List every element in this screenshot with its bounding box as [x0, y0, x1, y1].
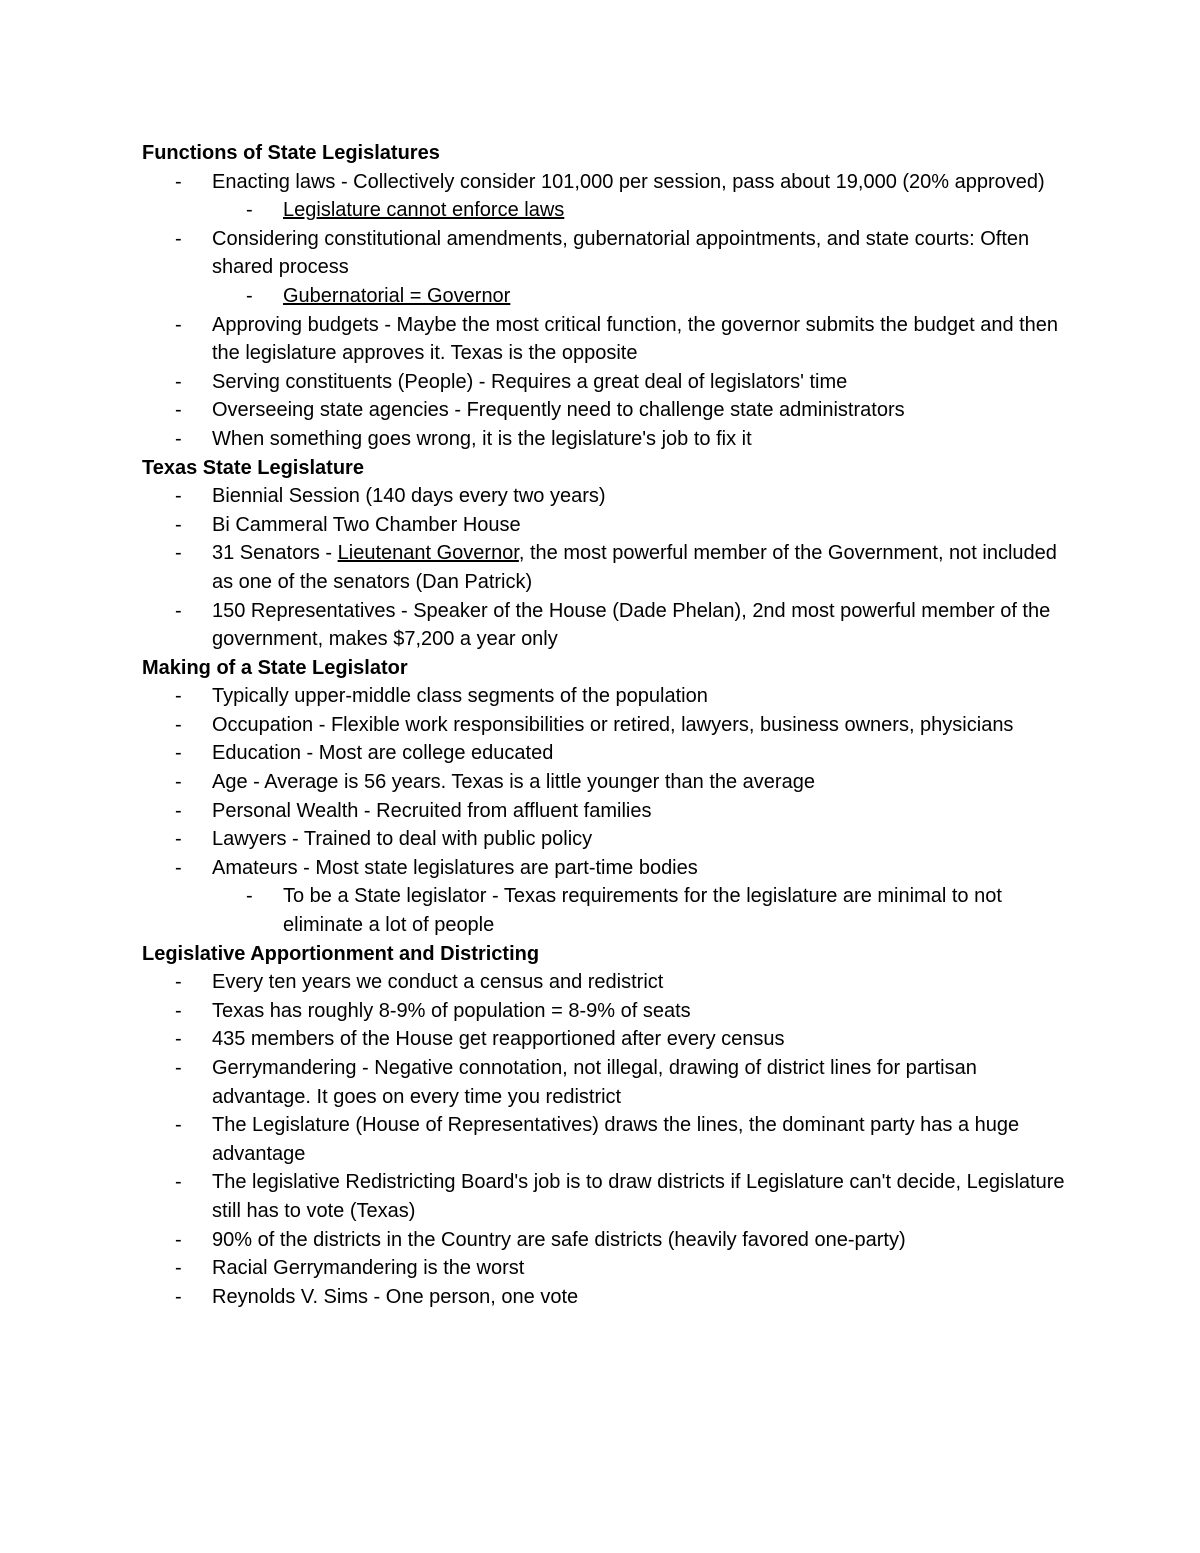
section-heading: Legislative Apportionment and Districting — [142, 942, 540, 965]
list-item — [142, 311, 1072, 368]
item-text: Biennial Session (140 days every two years) — [212, 485, 606, 508]
dash-marker: - — [175, 427, 182, 450]
dash-marker: - — [175, 999, 182, 1022]
item-text-post: , the most powerful member of the Government, not included as one of the senators (Dan Patrick) — [212, 542, 1057, 593]
list-item — [142, 1254, 1072, 1283]
item-text: 435 members of the House get reapportioned after every census — [212, 1028, 785, 1051]
item-text: Overseeing state agencies - Frequently need to challenge state administrators — [212, 399, 905, 422]
item-text-pre: 31 Senators - — [212, 542, 338, 565]
dash-marker: - — [175, 971, 182, 994]
dash-marker: - — [175, 542, 182, 565]
list-item — [142, 1054, 1072, 1111]
item-text: The legislative Redistricting Board's job is to draw districts if Legislature can't decide, Legislature still has to vote (Texas) — [212, 1171, 1065, 1222]
dash-marker: - — [175, 485, 182, 508]
item-text: Approving budgets - Maybe the most critical function, the governor submits the budget and then the legislature approves it. Texas is the opposite — [212, 313, 1059, 365]
dash-marker: - — [175, 856, 182, 879]
list-item — [142, 597, 1072, 654]
item-text: Texas has roughly 8-9% of population = 8-9% of seats — [212, 999, 691, 1022]
dash-marker: - — [175, 1257, 182, 1280]
list-item — [142, 396, 1072, 425]
bullet-list — [142, 168, 1072, 454]
sub-item-text: To be a State legislator - Texas requirements for the legislature are minimal to not eliminate a lot of people — [283, 885, 1002, 937]
item-text: Personal Wealth - Recruited from affluent families — [212, 799, 652, 822]
sub-list-item — [142, 282, 1072, 311]
sub-list-item — [142, 196, 1072, 225]
list-item — [142, 539, 1072, 596]
item-text: Lawyers - Trained to deal with public policy — [212, 828, 593, 851]
list-item — [142, 368, 1072, 397]
list-item — [142, 797, 1072, 826]
dash-marker: - — [175, 227, 182, 250]
item-text: Typically upper-middle class segments of the population — [212, 685, 708, 708]
item-text: Gerrymandering - Negative connotation, not illegal, drawing of district lines for partisan advantage. It goes on every time you redistrict — [212, 1057, 977, 1108]
list-item — [142, 1025, 1072, 1054]
item-text: 90% of the districts in the Country are safe districts (heavily favored one-party) — [212, 1228, 906, 1251]
list-item — [142, 768, 1072, 797]
list-item — [142, 711, 1072, 740]
list-item — [142, 1168, 1072, 1225]
dash-marker: - — [246, 284, 253, 307]
dash-marker: - — [175, 399, 182, 422]
document-body — [142, 139, 1072, 1311]
list-item — [142, 225, 1072, 282]
dash-marker: - — [175, 1285, 182, 1308]
dash-marker: - — [175, 1114, 182, 1137]
bullet-list — [142, 482, 1072, 654]
list-item — [142, 997, 1072, 1026]
item-text: Serving constituents (People) - Requires a great deal of legislators' time — [212, 370, 848, 393]
list-item — [142, 1283, 1072, 1312]
dash-marker: - — [175, 370, 182, 393]
dash-marker: - — [175, 713, 182, 736]
item-text: Occupation - Flexible work responsibilities or retired, lawyers, business owners, physicians — [212, 713, 1014, 736]
bullet-list — [142, 682, 1072, 939]
dash-marker: - — [246, 199, 253, 222]
dash-marker: - — [175, 313, 182, 336]
dash-marker: - — [175, 1028, 182, 1051]
dash-marker: - — [175, 828, 182, 851]
dash-marker: - — [175, 170, 182, 193]
dash-marker: - — [175, 1057, 182, 1079]
dash-marker: - — [175, 799, 182, 822]
list-item — [142, 1111, 1072, 1168]
dash-marker: - — [246, 885, 253, 908]
dash-marker: - — [175, 1228, 182, 1251]
section-heading: Functions of State Legislatures — [142, 142, 440, 164]
list-item — [142, 739, 1072, 768]
item-text: When something goes wrong, it is the legislature's job to fix it — [212, 427, 752, 450]
item-text: Enacting laws - Collectively consider 101,000 per session, pass about 19,000 (20% approved) — [212, 170, 1045, 193]
sub-item-text: Gubernatorial = Governor — [283, 284, 511, 307]
list-item — [142, 425, 1072, 454]
item-text: Racial Gerrymandering is the worst — [212, 1257, 525, 1280]
list-item — [142, 1226, 1072, 1255]
item-text: Amateurs - Most state legislatures are part-time bodies — [212, 856, 698, 879]
dash-marker: - — [175, 513, 182, 536]
item-text: Bi Cammeral Two Chamber House — [212, 513, 521, 536]
list-item — [142, 825, 1072, 854]
item-text: The Legislature (House of Representatives) draws the lines, the dominant party has a huge advantage — [212, 1114, 1020, 1165]
section-heading: Making of a State Legislator — [142, 656, 408, 679]
item-text-underlined: Lieutenant Governor — [337, 542, 519, 565]
sub-item-text: Legislature cannot enforce laws — [283, 199, 565, 222]
list-item — [142, 482, 1072, 511]
item-text: Age - Average is 56 years. Texas is a little younger than the average — [212, 771, 815, 794]
dash-marker: - — [175, 685, 182, 708]
list-item — [142, 511, 1072, 540]
item-text: Considering constitutional amendments, gubernatorial appointments, and state courts: Often shared process — [212, 227, 1030, 279]
item-text: Reynolds V. Sims - One person, one vote — [212, 1285, 579, 1308]
list-item — [142, 968, 1072, 997]
item-text: Education - Most are college educated — [212, 742, 554, 765]
list-item — [142, 168, 1072, 197]
bullet-list — [142, 968, 1072, 1311]
dash-marker: - — [175, 599, 182, 622]
dash-marker: - — [175, 742, 182, 765]
dash-marker: - — [175, 771, 182, 794]
sub-list-item — [142, 882, 1072, 939]
item-text: Every ten years we conduct a census and redistrict — [212, 971, 664, 994]
list-item — [142, 854, 1072, 883]
section-heading: Texas State Legislature — [142, 456, 364, 479]
list-item — [142, 682, 1072, 711]
dash-marker: - — [175, 1171, 182, 1194]
item-text: 150 Representatives - Speaker of the House (Dade Phelan), 2nd most powerful member of the government, makes $7,200 a year only — [212, 599, 1051, 651]
